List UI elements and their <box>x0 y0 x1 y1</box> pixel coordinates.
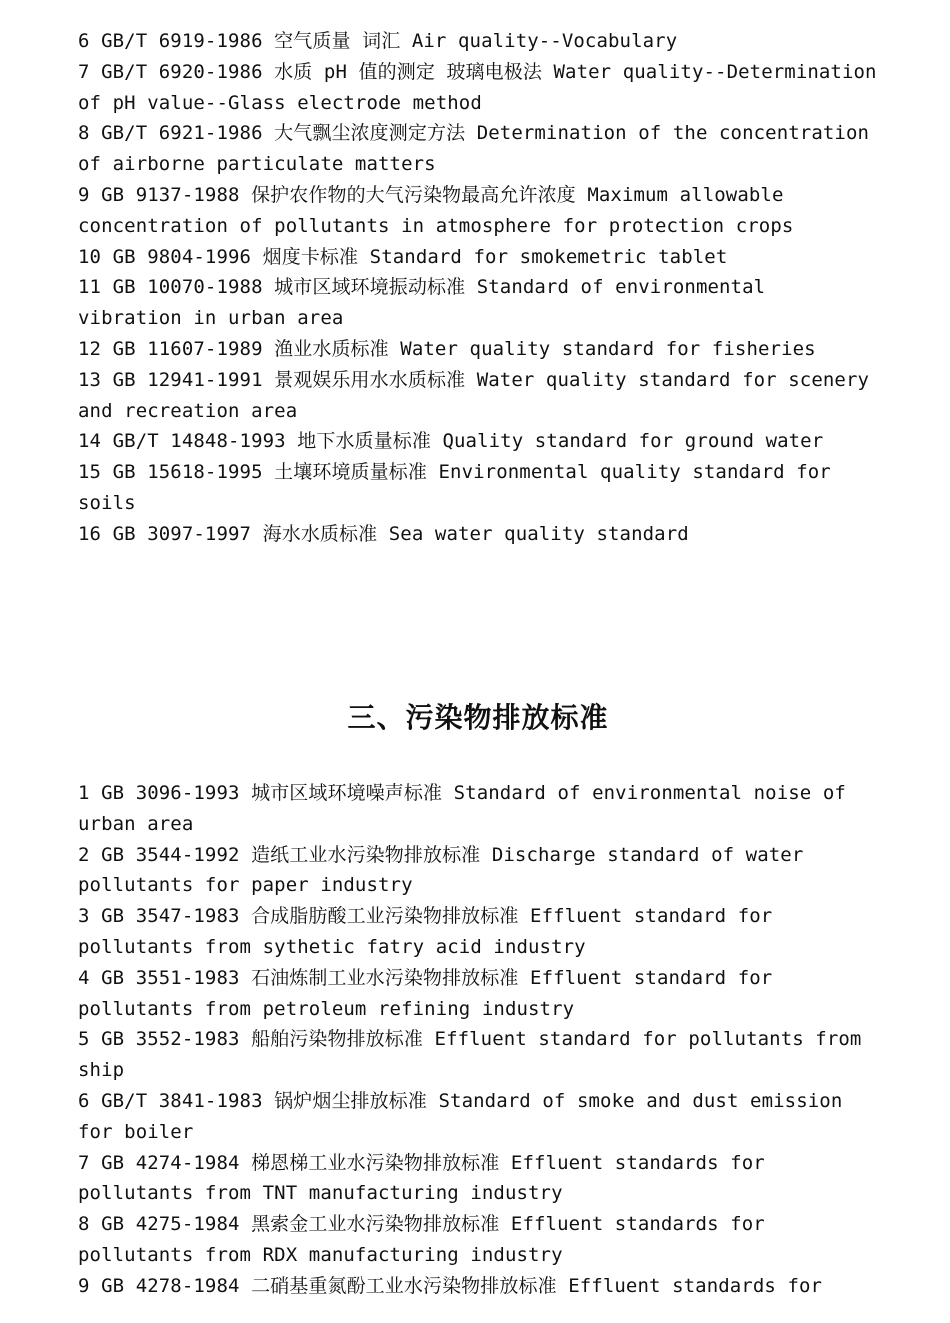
standard-entry: 6 GB/T 3841-1983 锅炉烟尘排放标准 Standard of smoke and dust emission for boiler <box>78 1089 843 1143</box>
section-heading: 三、污染物排放标准 <box>347 701 609 734</box>
standard-entry: 4 GB 3551-1983 石油炼制工业水污染物排放标准 Effluent standard for pollutants from petroleum refining industry <box>78 966 773 1020</box>
standard-entry: 12 GB 11607-1989 渔业水质标准 Water quality standard for fisheries <box>78 337 816 360</box>
standard-entry: 13 GB 12941-1991 景观娱乐用水水质标准 Water quality standard for scenery and recreation area <box>78 368 870 422</box>
standard-entry: 11 GB 10070-1988 城市区域环境振动标准 Standard of environmental vibration in urban area <box>78 276 766 330</box>
standard-entry: 6 GB/T 6919-1986 空气质量 词汇 Air quality--Vocabulary <box>78 30 678 52</box>
standard-entry: 10 GB 9804-1996 烟度卡标准 Standard for smokemetric tablet <box>78 245 728 268</box>
standard-entry: 14 GB/T 14848-1993 地下水质量标准 Quality standard for ground water <box>78 430 824 453</box>
standard-entry: 7 GB/T 6920-1986 水质 pH 值的测定 玻璃电极法 Water quality--Determination of pH value--Glass electrode method <box>78 60 877 114</box>
standard-entry: 5 GB 3552-1983 船舶污染物排放标准 Effluent standard for pollutants from ship <box>78 1028 862 1082</box>
standard-entry: 7 GB 4274-1984 梯恩梯工业水污染物排放标准 Effluent standards for pollutants from TNT manufacturing industry <box>78 1151 765 1205</box>
standard-entry: 3 GB 3547-1983 合成脂肪酸工业污染物排放标准 Effluent standard for pollutants from sythetic fatry acid industry <box>78 905 773 958</box>
standards-list-environmental-quality <box>78 26 878 550</box>
standard-entry: 15 GB 15618-1995 土壤环境质量标准 Environmental quality standard for soils <box>78 461 831 514</box>
standard-entry: 8 GB/T 6921-1986 大气飘尘浓度测定方法 Determination of the concentration of airborne particulate matters <box>78 122 870 176</box>
standard-entry: 9 GB 4278-1984 二硝基重氮酚工业水污染物排放标准 Effluent standards for <box>78 1274 823 1297</box>
standard-entry: 1 GB 3096-1993 城市区域环境噪声标准 Standard of environmental noise of urban area <box>78 782 846 835</box>
standard-entry: 16 GB 3097-1997 海水水质标准 Sea water quality standard <box>78 522 689 545</box>
standard-entry: 9 GB 9137-1988 保护农作物的大气污染物最高允许浓度 Maximum allowable concentration of pollutants in atmosphere for protection crops <box>78 183 794 237</box>
standards-list-emission <box>78 778 878 1302</box>
standard-entry: 8 GB 4275-1984 黑索金工业水污染物排放标准 Effluent standards for pollutants from RDX manufacturing industry <box>78 1213 765 1266</box>
standard-entry: 2 GB 3544-1992 造纸工业水污染物排放标准 Discharge standard of water pollutants for paper industry <box>78 843 804 897</box>
